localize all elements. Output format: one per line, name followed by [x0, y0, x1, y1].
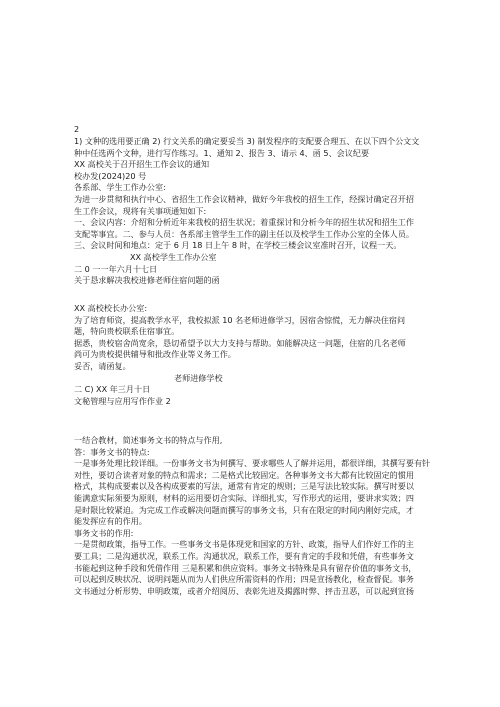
text-line: 支配等事宜。二、参与人员：各系部主管学生工作的副主任以及校学生工作办公室的全体人员。 — [74, 228, 414, 239]
text-line: 种中任选两个文种，进行写作练习。1、通知 2、报告 3、请示 4、函 5、会议纪要 — [74, 147, 370, 158]
recipient-line: XX 高校校长办公室: — [74, 303, 148, 313]
text-line: 生工作会议，现将有关事项通知如下: — [74, 205, 207, 216]
text-line: 文书通过分析形势、申明政策，或者介绍阅历、表彰先进及揭露时弊、抨击丑恶，可以起到宣扬 — [74, 585, 414, 596]
notice-section — [74, 136, 454, 287]
text-line: 能满意实际须要为原则，材料的运用要切合实际、详细扎实，写作形式的运用，要讲求实效；四 — [74, 492, 414, 503]
text-line: 为进一步贯彻和执行中心、省招生工作会议精神，做好今年我校的招生工作，经探讨确定召开招 — [74, 193, 414, 204]
text-line: 一是贯彻政策，指导工作。一些事务文书是体现党和国家的方针、政策，指导人们作好工作的主 — [74, 539, 414, 550]
text-line: 三、会议时间和地点：定于 6 月 18 日上午 8 时，在学校三楼会议室准时召开，议程一天。 — [74, 240, 402, 251]
letter-title: 关于恳求解决我校进修老师住宿问题的函 — [74, 275, 220, 286]
text-line: 格式，其构成要素以及各构成要素的写法，通常有肯定的规则；三是写法比较实际。撰写时要以 — [74, 481, 414, 492]
text-line: 为了培育师资，提高教学水平，我校拟派 10 名老师进修学习，因宿舍惊慌，无力解决住宿问 — [74, 314, 406, 325]
text-line: 是时限比较紧迫。为完成工作或解决问题而撰写的事务文书，只有在限定的时间内刚好完成，才 — [74, 504, 414, 515]
notice-title: XX 高校关于召开招生工作会议的通知 — [74, 159, 210, 170]
text-line: 能发挥应有的作用。 — [74, 516, 147, 527]
text-line: 一是事务处理比较详细。一份事务文书为何撰写、要求哪些人了解并运用，都很详细，其撰写要有针 — [74, 458, 431, 469]
notice-date: 二 0 一一年六月十七日 — [74, 263, 158, 274]
text-line: 可以起到反映状况、说明问题从而为人们供应所需资料的作用；四是宣扬教化，检查督促。事务 — [74, 574, 414, 585]
notice-signature: XX 高校学生工作办公室 — [130, 251, 217, 262]
page-number-block — [74, 124, 454, 136]
text-line: 题，特向贵校联系住宿事宜。 — [74, 326, 180, 337]
document-number: 校办发(2024)20 号 — [74, 170, 147, 181]
text-line: 尚可为贵校提供辅导和批改作业等义务工作。 — [74, 349, 236, 360]
text-line: 对性，要切合读者对象的特点和需求；二是格式比较固定。各种事务文书大都有比较固定的惯用 — [74, 469, 414, 480]
letter-date: 二 C) XX 年三月十日 — [74, 384, 151, 395]
text-line: 要工具；二是沟通状况，联系工作。沟通状况，联系工作，要有肯定的手段和凭借，有些事务文 — [74, 550, 414, 561]
text-line: 书能起到这种手段和凭借作用 三是积累和供应资料。事务文书特殊是具有留存价值的事务文书， — [74, 562, 417, 573]
answer-heading: 答：事务文书的特点: — [74, 446, 150, 457]
text-line: 一、会议内容：介绍和分析近年来我校的招生状况；着重探讨和分析今年的招生状况和招生工作 — [74, 217, 414, 228]
letter-section — [74, 303, 454, 407]
subheading: 事务文书的作用: — [74, 527, 134, 538]
page-number: 2 — [74, 124, 80, 134]
recipient-line: 各系部、学生工作办公室: — [74, 182, 166, 193]
assignment-title: 文秘管理与应用写作作业 2 — [74, 395, 171, 406]
answer-section — [74, 435, 454, 597]
text-line: 据悉，贵校宿舍尚宽余，恳切希望予以大力支持与帮助。如能解决这一问题，住宿的几名老师 — [74, 337, 406, 348]
text-line: 1) 文种的选用要正确 2) 行文关系的确定要妥当 3) 制发程序的支配要合理五、在以下四个公文文 — [74, 136, 420, 146]
letter-signature: 老师进修学校 — [174, 372, 223, 383]
text-line: 妥否，请函复。 — [74, 360, 131, 371]
question-line: 一结合教材，简述事务文书的特点与作用, — [74, 435, 223, 445]
